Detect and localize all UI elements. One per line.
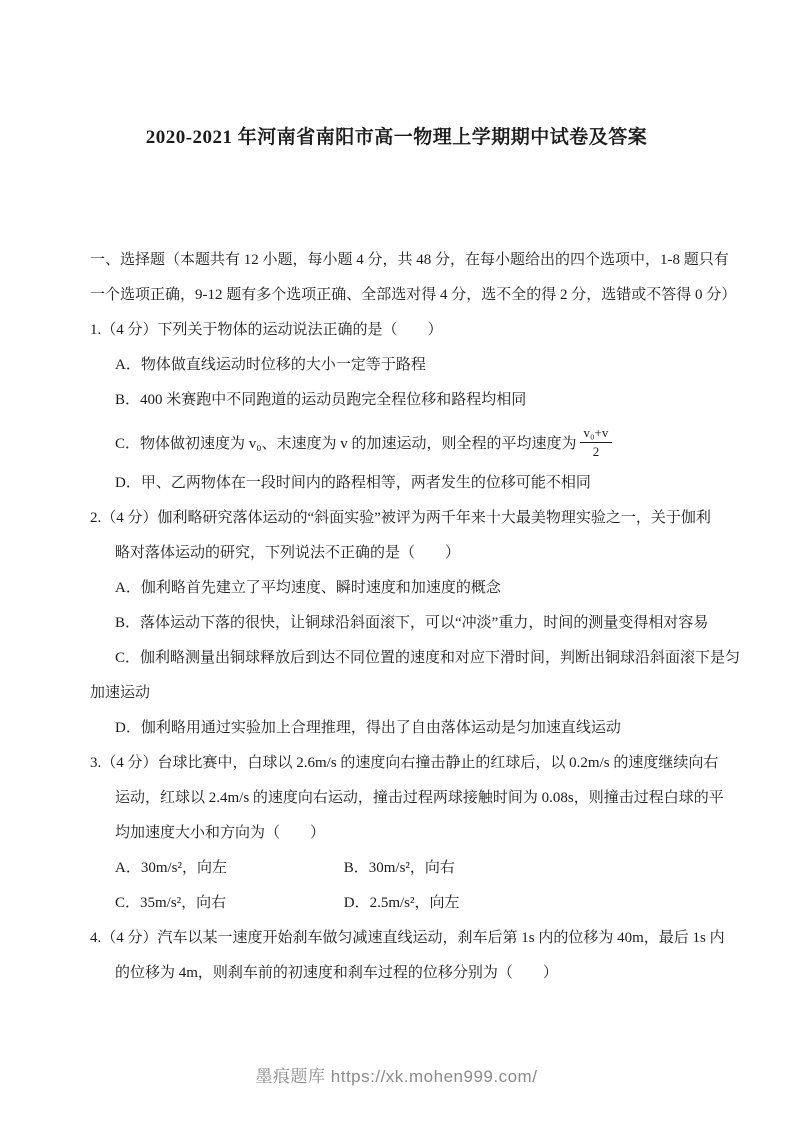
question-4-stem-line-2: 的位移为 4m，则刹车前的初速度和刹车过程的位移分别为（ ）	[115, 965, 558, 981]
question-3-option-d: D．2.5m/s²，向左	[343, 895, 460, 911]
question-2-option-d: D．伽利略用通过实验加上合理推理，得出了自由落体运动是匀加速直线运动	[115, 720, 621, 736]
question-2-stem-line-2: 略对落体运动的研究，下列说法不正确的是（ ）	[115, 545, 461, 561]
question-3-stem-line-2: 运动，红球以 2.4m/s 的速度向右运动，撞击过程两球接触时间为 0.08s，则撞击过程白球的平	[115, 790, 724, 806]
question-3-options-row-1	[0, 851, 793, 886]
question-4-stem-line-1: 4.（4 分）汽车以某一速度开始刹车做匀减速直线运动，刹车后第 1s 内的位移为 40m，最后 1s 内	[90, 930, 725, 946]
question-1-option-a: A．物体做直线运动时位移的大小一定等于路程	[115, 357, 426, 373]
question-1-option-c	[0, 418, 793, 466]
question-3-stem-line-3: 均加速度大小和方向为（ ）	[115, 825, 326, 841]
fraction-v0-plus-v-over-2	[580, 425, 613, 459]
exam-body	[0, 243, 793, 991]
question-3-option-c: C．35m/s²，向右	[115, 895, 227, 911]
question-2-option-a: A．伽利略首先建立了平均速度、瞬时速度和加速度的概念	[115, 580, 501, 596]
fraction-denominator: 2	[592, 443, 600, 459]
section-header-line-1: 一、选择题（本题共有 12 小题，每小题 4 分，共 48 分，在每小题给出的四个选项中，1-8 题只有	[90, 252, 729, 268]
question-2-option-c-line-2: 加速运动	[90, 685, 151, 701]
question-1-option-b: B．400 米赛跑中不同跑道的运动员跑完全程位移和路程均相同	[115, 392, 527, 408]
question-2-option-c-line-1: C．伽利略测量出铜球释放后到达不同位置的速度和对应下滑时间，判断出铜球沿斜面滚下是匀	[115, 650, 741, 666]
question-3-options-row-2	[0, 886, 793, 921]
question-3-option-a: A．30m/s²，向左	[115, 860, 228, 876]
question-3-option-b: B．30m/s²，向右	[343, 860, 455, 876]
question-2-stem-line-1: 2.（4 分）伽利略研究落体运动的“斜面实验”被评为两千年来十大最美物理实验之一，关于伽利	[90, 510, 711, 526]
question-1-option-d: D．甲、乙两物体在一段时间内的路程相等，两者发生的位移可能不相同	[115, 475, 591, 491]
question-1-option-c-text: C．物体做初速度为 v₀、末速度为 v 的加速运动，则全程的平均速度为	[115, 435, 577, 452]
page-footer	[0, 1062, 793, 1087]
fraction-numerator: v₀+v	[580, 425, 613, 443]
page-title: 2020-2021 年河南省南阳市高一物理上学期期中试卷及答案	[145, 127, 648, 148]
question-1-stem: 1.（4 分）下列关于物体的运动说法正确的是（ ）	[90, 322, 443, 338]
mohen-site-link[interactable]: 墨痕题库 https://xk.mohen999.com/	[255, 1067, 538, 1086]
section-header-line-2: 一个选项正确，9-12 题有多个选项正确、全部选对得 4 分，选不全的得 2 分，选错或不答得 0 分）	[90, 287, 737, 303]
question-3-stem-line-1: 3.（4 分）台球比赛中，白球以 2.6m/s 的速度向右撞击静止的红球后，以 0.2m/s 的速度继续向右	[90, 755, 719, 771]
question-2-option-b: B．落体运动下落的很快，让铜球沿斜面滚下，可以“冲淡”重力，时间的测量变得相对容易	[115, 615, 709, 631]
